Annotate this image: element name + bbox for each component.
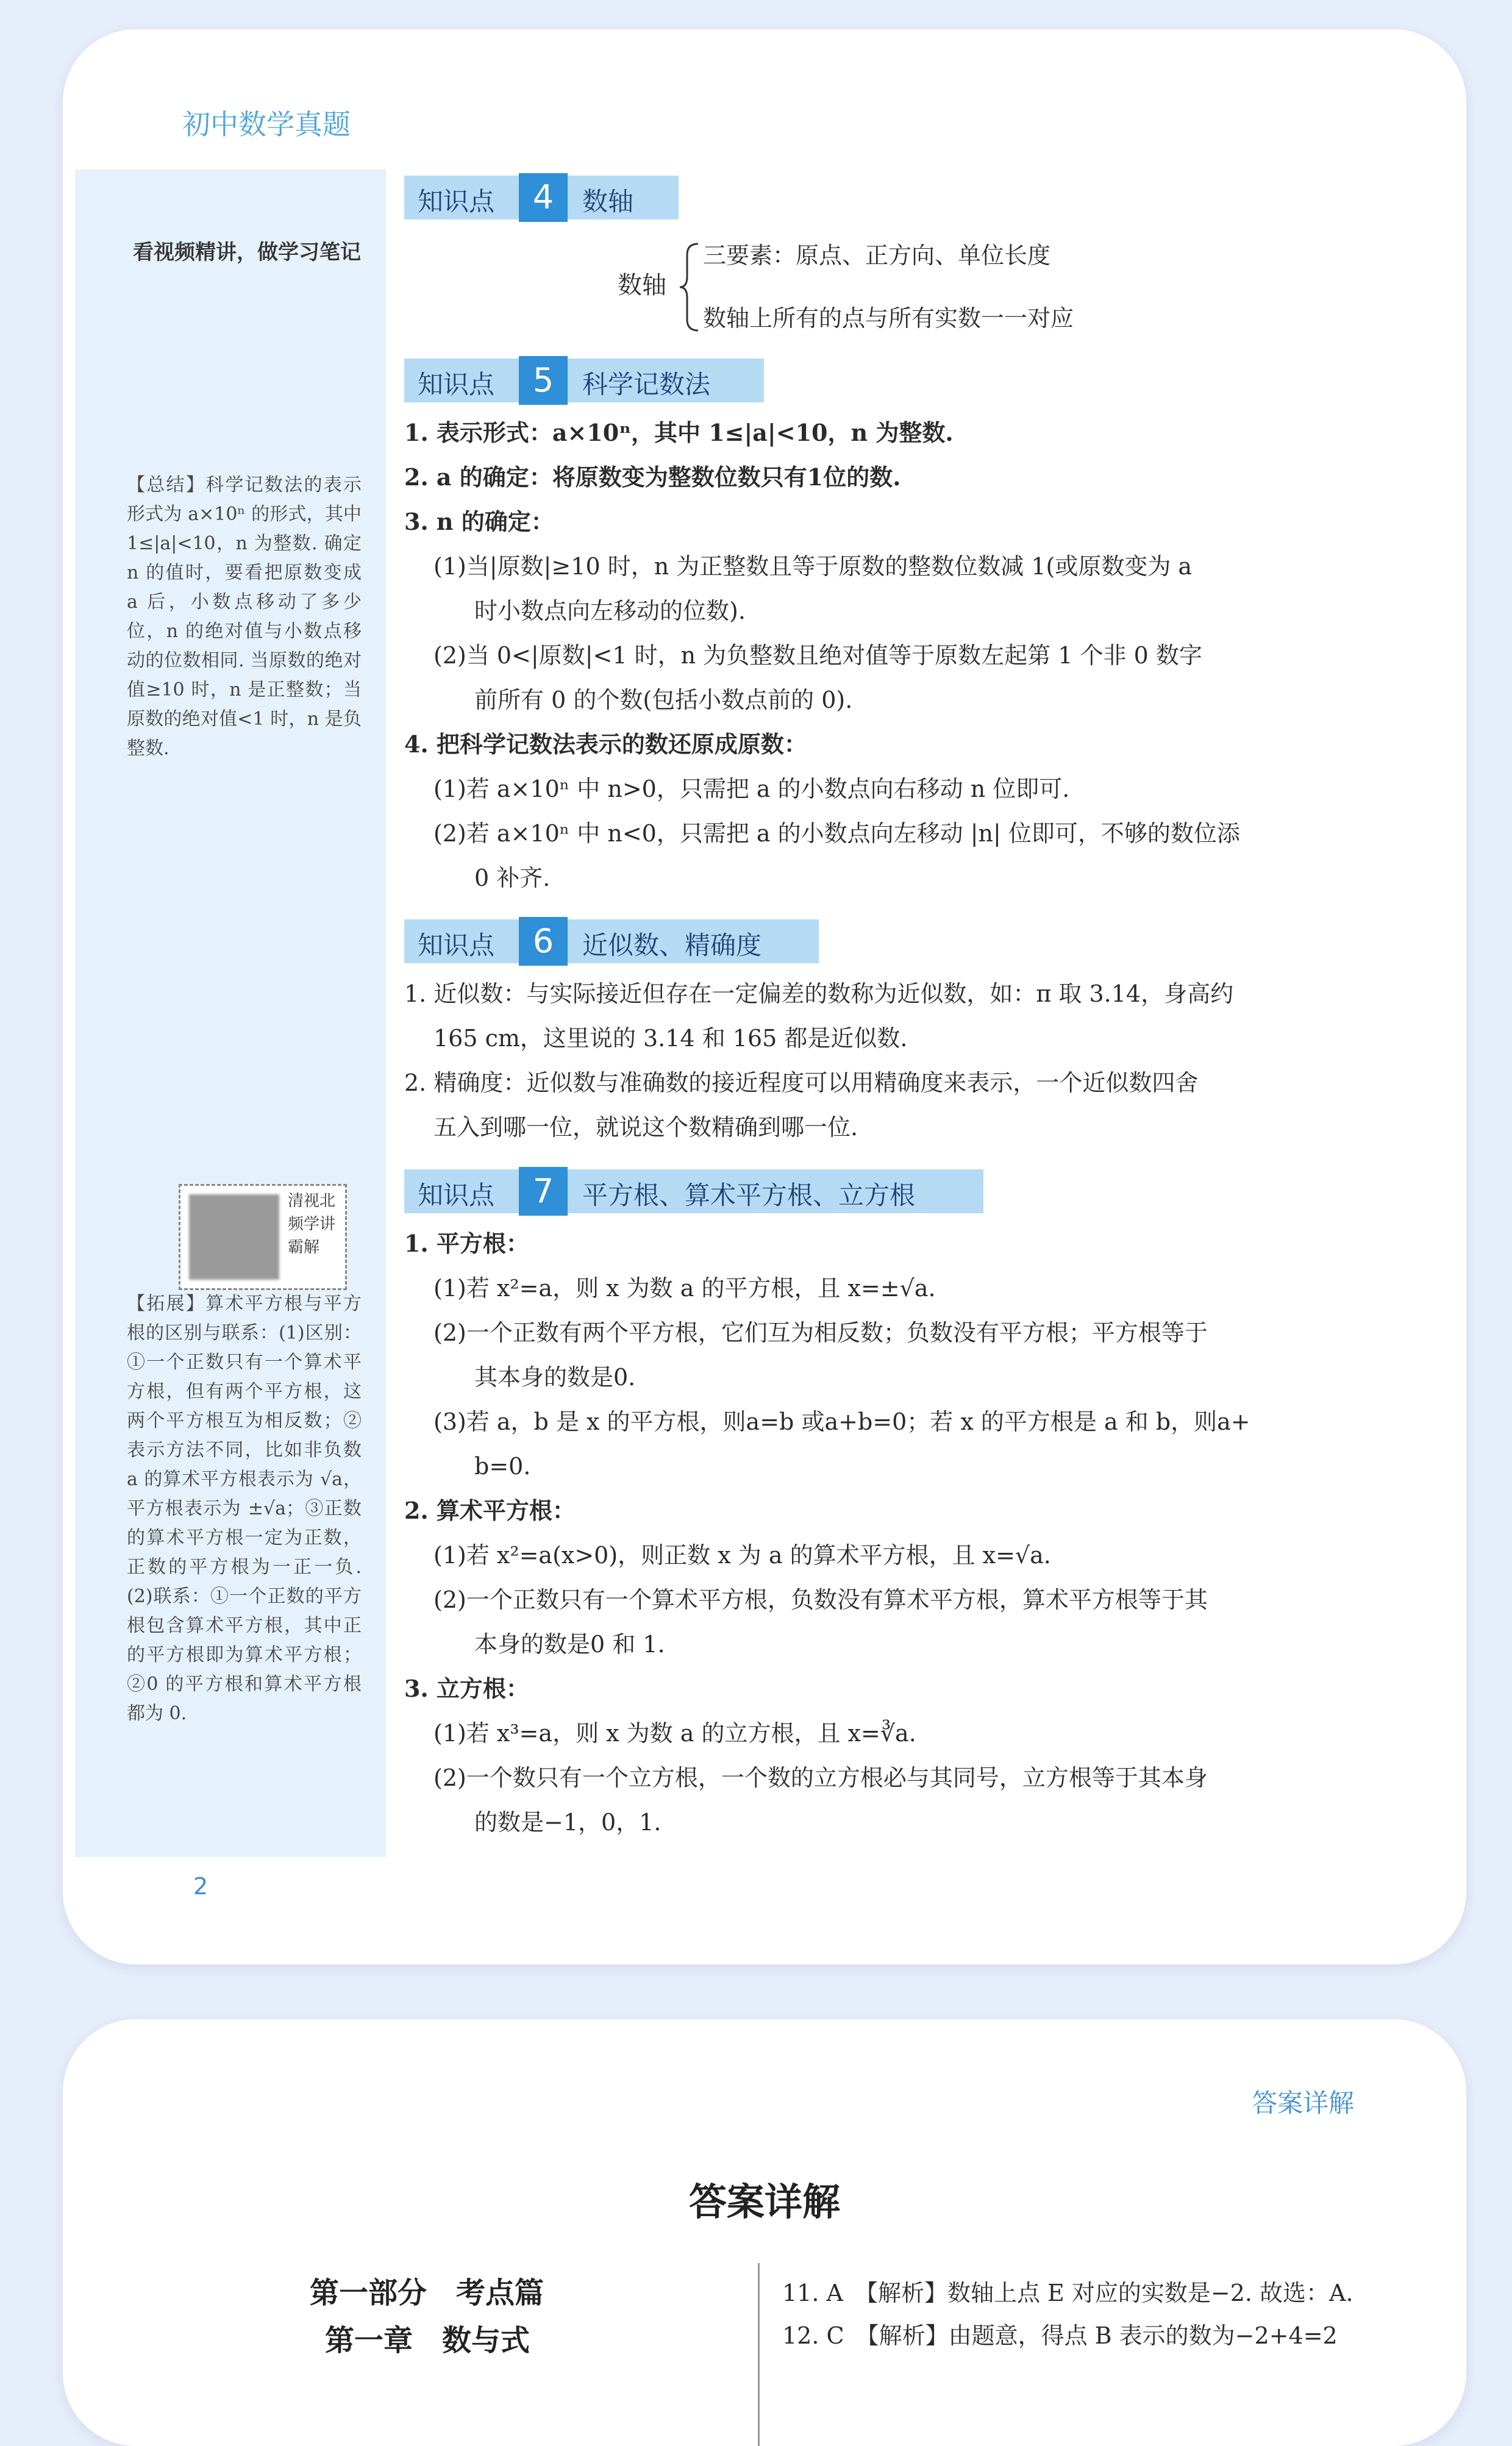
text-line: 时小数点向左移动的位数).	[474, 597, 746, 624]
text-line: (1)当|原数|≥10 时，n 为正整数且等于原数的整数位数减 1(或原数变为 a	[433, 553, 1193, 580]
kp-number: 6	[519, 917, 568, 966]
qr-label: 清视北频学讲霸解	[288, 1192, 336, 1257]
text-line: 4. 把科学记数法表示的数还原成原数：	[404, 730, 807, 758]
page-card-1	[63, 29, 1466, 1964]
running-head: 初中数学真题	[182, 108, 351, 141]
kp-header-5	[404, 358, 764, 402]
text-line: b=0.	[474, 1453, 531, 1480]
text-line: (1)若 x³=a，则 x 为数 a 的立方根，且 x=∛a.	[433, 1720, 916, 1747]
text-line: 0 补齐.	[474, 865, 551, 891]
part-title: 第一部分 考点篇	[310, 2276, 544, 2310]
chapter-title: 第一章 数与式	[325, 2323, 530, 2358]
text-line: 的数是−1，0，1.	[474, 1809, 661, 1836]
kp-number: 7	[519, 1167, 568, 1216]
qr-code-image	[189, 1194, 279, 1280]
text-line: (1)若 x²=a，则 x 为数 a 的平方根，且 x=±√a.	[433, 1275, 936, 1302]
number-axis-label: 数轴	[618, 271, 666, 299]
text-line: (2)一个正数只有一个算术平方根，负数没有算术平方根，算术平方根等于其	[433, 1586, 1208, 1613]
kp-label: 知识点	[418, 369, 495, 399]
answer-running-head: 答案详解	[1252, 2088, 1355, 2118]
kp-header-7	[404, 1169, 983, 1213]
text-line: (2)当 0<|原数|<1 时，n 为负整数且绝对值等于原数左起第 1 个非 0 数字	[433, 642, 1202, 669]
kp-header-4	[404, 176, 679, 219]
text-line: 本身的数是0 和 1.	[474, 1631, 665, 1658]
extension-note: 【拓展】算术平方根与平方根的区别与联系：(1)区别：①一个正数只有一个算术平方根，但有两个平方根，这两个平方根互为相反数；②表示方法不同，比如非负数 a 的算术平方根表示为 √a，平方根表示为 ±√a；③正数的算术平方根一定为正数，正数的平方根为一正一负. (2)联系：①一个正数的平方根包含算术平方根，其中正的平方根即为算术平方根；②0 的平方根和算术平方根都为 0.	[127, 1293, 362, 1724]
text-line: (2)一个正数有两个平方根，它们互为相反数；负数没有平方根；平方根等于	[433, 1319, 1208, 1346]
kp-number: 4	[519, 173, 568, 222]
text-line: 2. 算术平方根：	[404, 1497, 576, 1524]
axis-item: 三要素：原点、正方向、单位长度	[703, 242, 1051, 269]
text-line: 165 cm，这里说的 3.14 和 165 都是近似数.	[433, 1025, 908, 1052]
text-line: 2. a 的确定：将原数变为整数位数只有1位的数.	[404, 463, 901, 491]
answer-item: 11. A 【解析】数轴上点 E 对应的实数是−2. 故选：A.	[782, 2280, 1353, 2306]
text-line: 1. 表示形式：a×10ⁿ，其中 1≤|a|<10，n 为整数.	[404, 419, 954, 446]
text-line: (3)若 a，b 是 x 的平方根，则a=b 或a+b=0；若 x 的平方根是 a 和 b，则a+	[433, 1408, 1250, 1435]
text-line: 3. n 的确定：	[404, 508, 554, 535]
summary-note: 【总结】科学记数法的表示形式为 a×10ⁿ 的形式，其中 1≤|a|<10，n 为整数. 确定 n 的值时，要看把原数变成 a 后，小数点移动了多少位，n 的绝对值与小数点移动的位数相同. 当原数的绝对值≥10 时，n 是正整数；当原数的绝对值<1 时，n 是负整数.	[127, 474, 362, 759]
sidebar	[75, 169, 386, 1857]
kp-label: 知识点	[418, 1180, 495, 1210]
kp-label: 知识点	[418, 930, 495, 960]
text-line: 2. 精确度：近似数与准确数的接近程度可以用精确度来表示，一个近似数四舍	[404, 1069, 1199, 1096]
axis-item: 数轴上所有的点与所有实数一一对应	[703, 305, 1074, 332]
brace-icon	[679, 241, 703, 333]
kp-label: 知识点	[418, 187, 495, 216]
page-card-2	[63, 2019, 1466, 2446]
text-line: 1. 平方根：	[404, 1230, 529, 1257]
text-line: 3. 立方根：	[404, 1675, 529, 1702]
text-line: (1)若 a×10ⁿ 中 n>0，只需把 a 的小数点向右移动 n 位即可.	[433, 776, 1070, 802]
qr-code[interactable]	[179, 1184, 347, 1290]
text-line: (2)一个数只有一个立方根，一个数的立方根必与其同号，立方根等于其本身	[433, 1764, 1208, 1791]
text-line: 五入到哪一位，就说这个数精确到哪一位.	[433, 1114, 858, 1141]
text-line: 1. 近似数：与实际接近但存在一定偏差的数称为近似数，如：π 取 3.14，身高约	[404, 980, 1234, 1007]
column-divider	[758, 2263, 760, 2446]
kp-header-6	[404, 919, 819, 963]
answer-title: 答案详解	[688, 2180, 840, 2224]
text-line: 其本身的数是0.	[474, 1364, 636, 1391]
kp-title: 平方根、算术平方根、立方根	[582, 1180, 916, 1210]
text-line: 前所有 0 的个数(包括小数点前的 0).	[474, 686, 853, 713]
text-line: (1)若 x²=a(x>0)，则正数 x 为 a 的算术平方根，且 x=√a.	[433, 1542, 1051, 1569]
sidebar-title: 看视频精讲，做学习笔记	[133, 240, 361, 265]
text-line: (2)若 a×10ⁿ 中 n<0，只需把 a 的小数点向左移动 |n| 位即可，不够的数位添	[433, 820, 1240, 847]
kp-title: 科学记数法	[582, 369, 711, 399]
kp-number: 5	[519, 356, 568, 405]
kp-title: 数轴	[582, 187, 634, 216]
kp-title: 近似数、精确度	[582, 930, 762, 960]
answer-item: 12. C 【解析】由题意，得点 B 表示的数为−2+4=2	[782, 2322, 1338, 2349]
page-number: 2	[193, 1873, 209, 1900]
